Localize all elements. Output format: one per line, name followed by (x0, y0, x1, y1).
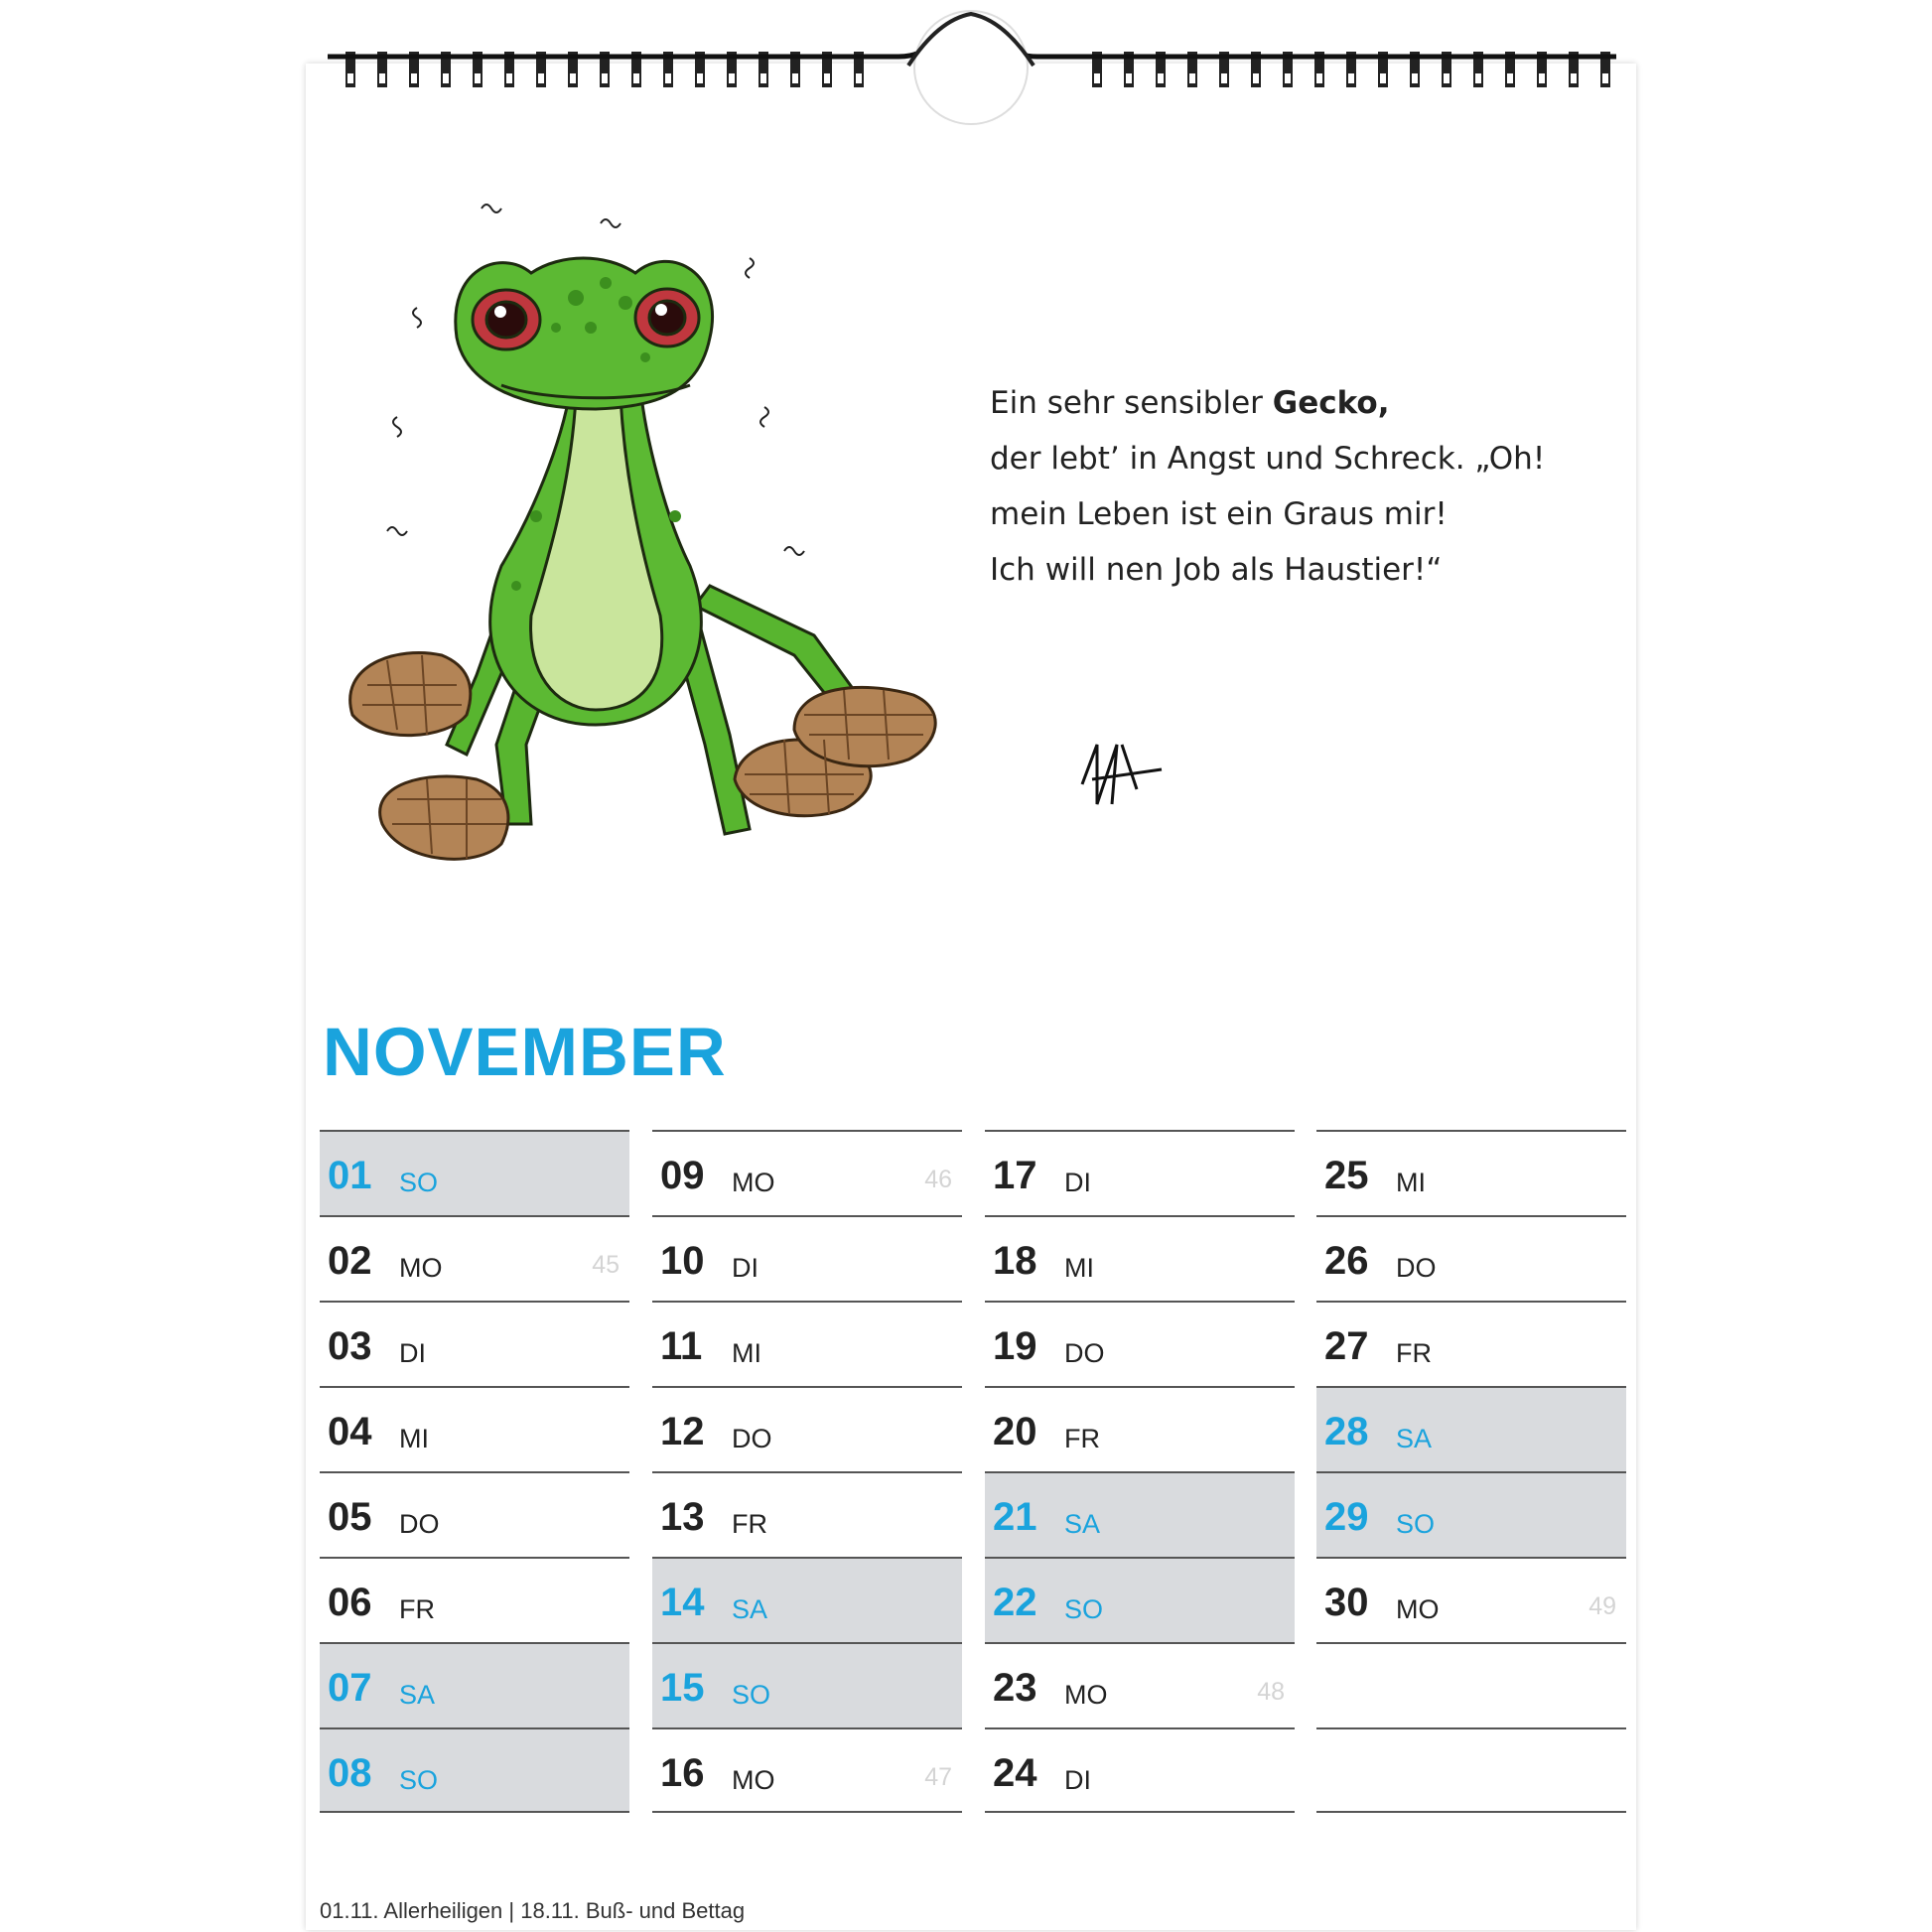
weekday-label: SA (732, 1594, 768, 1624)
day-cell (985, 1130, 1295, 1215)
weekday-label: SO (732, 1680, 771, 1710)
weekday-label: MI (399, 1424, 429, 1453)
day-number: 08 (328, 1751, 372, 1795)
weekday-label: FR (399, 1594, 435, 1624)
spiral-binding (0, 0, 1932, 139)
day-cell (1316, 1727, 1626, 1813)
day-number: 30 (1324, 1581, 1369, 1624)
calendar-grid (320, 1130, 1630, 1815)
day-number: 17 (993, 1154, 1037, 1197)
day-cell (1316, 1130, 1626, 1215)
weekday-label: FR (1396, 1338, 1432, 1368)
day-cell (1316, 1386, 1626, 1471)
day-number: 05 (328, 1495, 372, 1539)
day-cell (1316, 1557, 1626, 1642)
day-cell (652, 1386, 962, 1471)
day-cell (985, 1386, 1295, 1471)
day-number: 13 (660, 1495, 705, 1539)
weekday-label: MO (399, 1253, 443, 1283)
day-cell (652, 1557, 962, 1642)
day-cell (985, 1301, 1295, 1386)
day-cell (320, 1386, 629, 1471)
weekday-label: SO (1064, 1594, 1104, 1624)
weekday-label: SO (1396, 1509, 1436, 1539)
weekday-label: DI (732, 1253, 759, 1283)
weekday-label: SA (1064, 1509, 1101, 1539)
day-number: 29 (1324, 1495, 1369, 1539)
day-cell (1316, 1471, 1626, 1557)
week-number: 45 (592, 1251, 620, 1279)
weekday-label: MI (1396, 1168, 1426, 1197)
weekday-label: MI (1064, 1253, 1094, 1283)
day-number: 21 (993, 1495, 1037, 1539)
weekday-label: SO (399, 1168, 439, 1197)
week-number: 49 (1588, 1592, 1616, 1620)
poem-line-3: mein Leben ist ein Graus mir! (990, 496, 1448, 532)
artist-signature-icon (1082, 745, 1162, 804)
weekday-label: MO (732, 1168, 775, 1197)
weekday-label: SA (399, 1680, 436, 1710)
weekday-label: MO (732, 1765, 775, 1795)
day-cell (320, 1301, 629, 1386)
weekday-label: DO (399, 1509, 440, 1539)
weekday-label: SA (1396, 1424, 1433, 1453)
poem-line-2: der lebt’ in Angst und Schreck. „Oh! (990, 441, 1546, 477)
day-number: 25 (1324, 1154, 1369, 1197)
day-cell (320, 1215, 629, 1301)
calendar-column (652, 1130, 962, 1813)
day-number: 11 (660, 1324, 703, 1368)
weekday-label: FR (732, 1509, 767, 1539)
day-cell (1316, 1642, 1626, 1727)
calendar-column (320, 1130, 629, 1813)
week-number: 47 (924, 1763, 952, 1791)
day-cell (652, 1727, 962, 1813)
hanger-hole (914, 11, 1028, 124)
weekday-label: DO (1064, 1338, 1105, 1368)
day-number: 22 (993, 1581, 1037, 1624)
day-cell (1316, 1301, 1626, 1386)
week-number: 46 (924, 1166, 952, 1193)
day-cell (320, 1471, 629, 1557)
day-cell (985, 1471, 1295, 1557)
day-cell (652, 1215, 962, 1301)
weekday-label: MI (732, 1338, 761, 1368)
day-cell (985, 1642, 1295, 1727)
poem-line-4: Ich will nen Job als Haustier!“ (990, 552, 1443, 588)
day-cell (320, 1727, 629, 1813)
day-cell (320, 1130, 629, 1215)
day-cell (1316, 1215, 1626, 1301)
day-number: 10 (660, 1239, 705, 1283)
poem (990, 375, 1545, 598)
day-number: 07 (328, 1666, 372, 1710)
day-number: 28 (1324, 1410, 1369, 1453)
day-cell (652, 1471, 962, 1557)
day-cell (985, 1727, 1295, 1813)
day-number: 23 (993, 1666, 1037, 1710)
day-cell (652, 1130, 962, 1215)
poem-line-1: Ein sehr sensibler Gecko, (990, 385, 1390, 421)
day-number: 27 (1324, 1324, 1369, 1368)
weekday-label: DI (399, 1338, 426, 1368)
weekday-label: MO (1064, 1680, 1108, 1710)
weekday-label: MO (1396, 1594, 1440, 1624)
day-number: 19 (993, 1324, 1037, 1368)
day-cell (652, 1642, 962, 1727)
weekday-label: SO (399, 1765, 439, 1795)
day-number: 06 (328, 1581, 372, 1624)
day-number: 12 (660, 1410, 705, 1453)
day-cell (652, 1301, 962, 1386)
calendar-column (985, 1130, 1295, 1813)
holiday-footer: 01.11. Allerheiligen | 18.11. Buß- und Bettag (320, 1898, 746, 1923)
day-number: 20 (993, 1410, 1037, 1453)
day-cell (985, 1557, 1295, 1642)
day-number: 04 (328, 1410, 372, 1453)
day-number: 26 (1324, 1239, 1369, 1283)
day-number: 09 (660, 1154, 705, 1197)
day-number: 16 (660, 1751, 705, 1795)
weekday-label: DI (1064, 1168, 1091, 1197)
day-cell (320, 1557, 629, 1642)
day-number: 03 (328, 1324, 372, 1368)
day-number: 14 (660, 1581, 705, 1624)
day-number: 18 (993, 1239, 1037, 1283)
day-number: 15 (660, 1666, 705, 1710)
week-number: 48 (1257, 1678, 1285, 1706)
day-number: 24 (993, 1751, 1037, 1795)
calendar-column (1316, 1130, 1626, 1813)
month-title: NOVEMBER (323, 1014, 727, 1090)
day-cell (985, 1215, 1295, 1301)
day-number: 01 (328, 1154, 372, 1197)
day-number: 02 (328, 1239, 372, 1283)
weekday-label: DI (1064, 1765, 1091, 1795)
weekday-label: FR (1064, 1424, 1100, 1453)
day-cell (320, 1642, 629, 1727)
weekday-label: DO (732, 1424, 772, 1453)
weekday-label: DO (1396, 1253, 1437, 1283)
